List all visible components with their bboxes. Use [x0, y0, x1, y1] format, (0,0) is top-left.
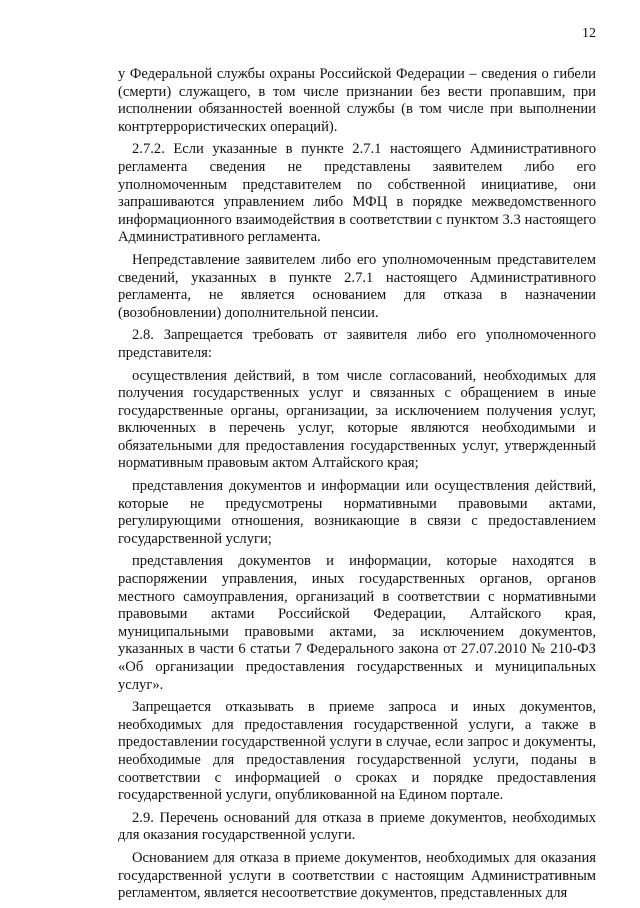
paragraph-2-8-item-documents: представления документов и информации или осуществления действий, которые не предусмотрены нормативными правовыми актами, регулирующими отношения, возникающие в связи с предоставлением государственной услуги; [118, 478, 596, 547]
paragraph-non-submission: Непредставление заявителем либо его уполномоченным представителем сведений, указанных в пункте 2.7.1 настоящего Административного регламента, не является основанием для отказа в назначении (возобновлении) дополнительной пенсии. [118, 251, 596, 321]
page-number: 12 [582, 26, 596, 41]
document-body [118, 66, 596, 908]
paragraph-fso-death-info: у Федеральной службы охраны Российской Федерации – сведения о гибели (смерти) служащего, в том числе признании без вести пропавшим, при исполнении обязанностей военной службы (в том числе при выполнении контртеррористических операций). [118, 66, 596, 135]
paragraph-2-8-item-held-documents: представления документов и информации, которые находятся в распоряжении управления, иных государственных органов, органов местного самоуправления, организаций в соответствии с нормативными правовыми актами Российской Федерации, Алтайского края, муниципальными правовыми актами, за исключением документов, указанных в части 6 статьи 7 Федерального закона от 27.07.2010 № 210-ФЗ «Об организации предоставления государственных и муниципальных услуг». [118, 553, 596, 693]
paragraph-2-8: 2.8. Запрещается требовать от заявителя либо его уполномоченного представителя: [118, 327, 596, 361]
paragraph-refusal-grounds: Основанием для отказа в приеме документов, необходимых для оказания государственной услуги в соответствии с настоящим Административным регламентом, является несоответствие документов, представленных для [118, 849, 596, 902]
paragraph-refusal-prohibited: Запрещается отказывать в приеме запроса и иных документов, необходимых для предоставления государственной услуги, а также в предоставлении государственной услуги в случае, если запрос и документы, необходимые для предоставления государственной услуги, поданы в соответствии с информацией о сроках и порядке предоставления государственной услуги, опубликованной на Едином портале. [118, 699, 596, 804]
paragraph-2-9: 2.9. Перечень оснований для отказа в приеме документов, необходимых для оказания государственной услуги. [118, 809, 596, 844]
paragraph-2-8-item-actions: осуществления действий, в том числе согласований, необходимых для получения государственных услуг и связанных с обращением в иные государственные органы, организации, за исключением получения услуг, включенных в перечень услуг, которые являются необходимыми и обязательными для предоставления государственных услуг, утвержденный нормативным правовым актом Алтайского края; [118, 367, 596, 472]
paragraph-2-7-2: 2.7.2. Если указанные в пункте 2.7.1 настоящего Административного регламента сведения не представлены заявителем либо его уполномоченным представителем по собственной инициативе, они запрашиваются управлением либо МФЦ в порядке межведомственного информационного взаимодействия в соответствии с пунктом 3.3 настоящего Административного регламента. [118, 141, 596, 246]
